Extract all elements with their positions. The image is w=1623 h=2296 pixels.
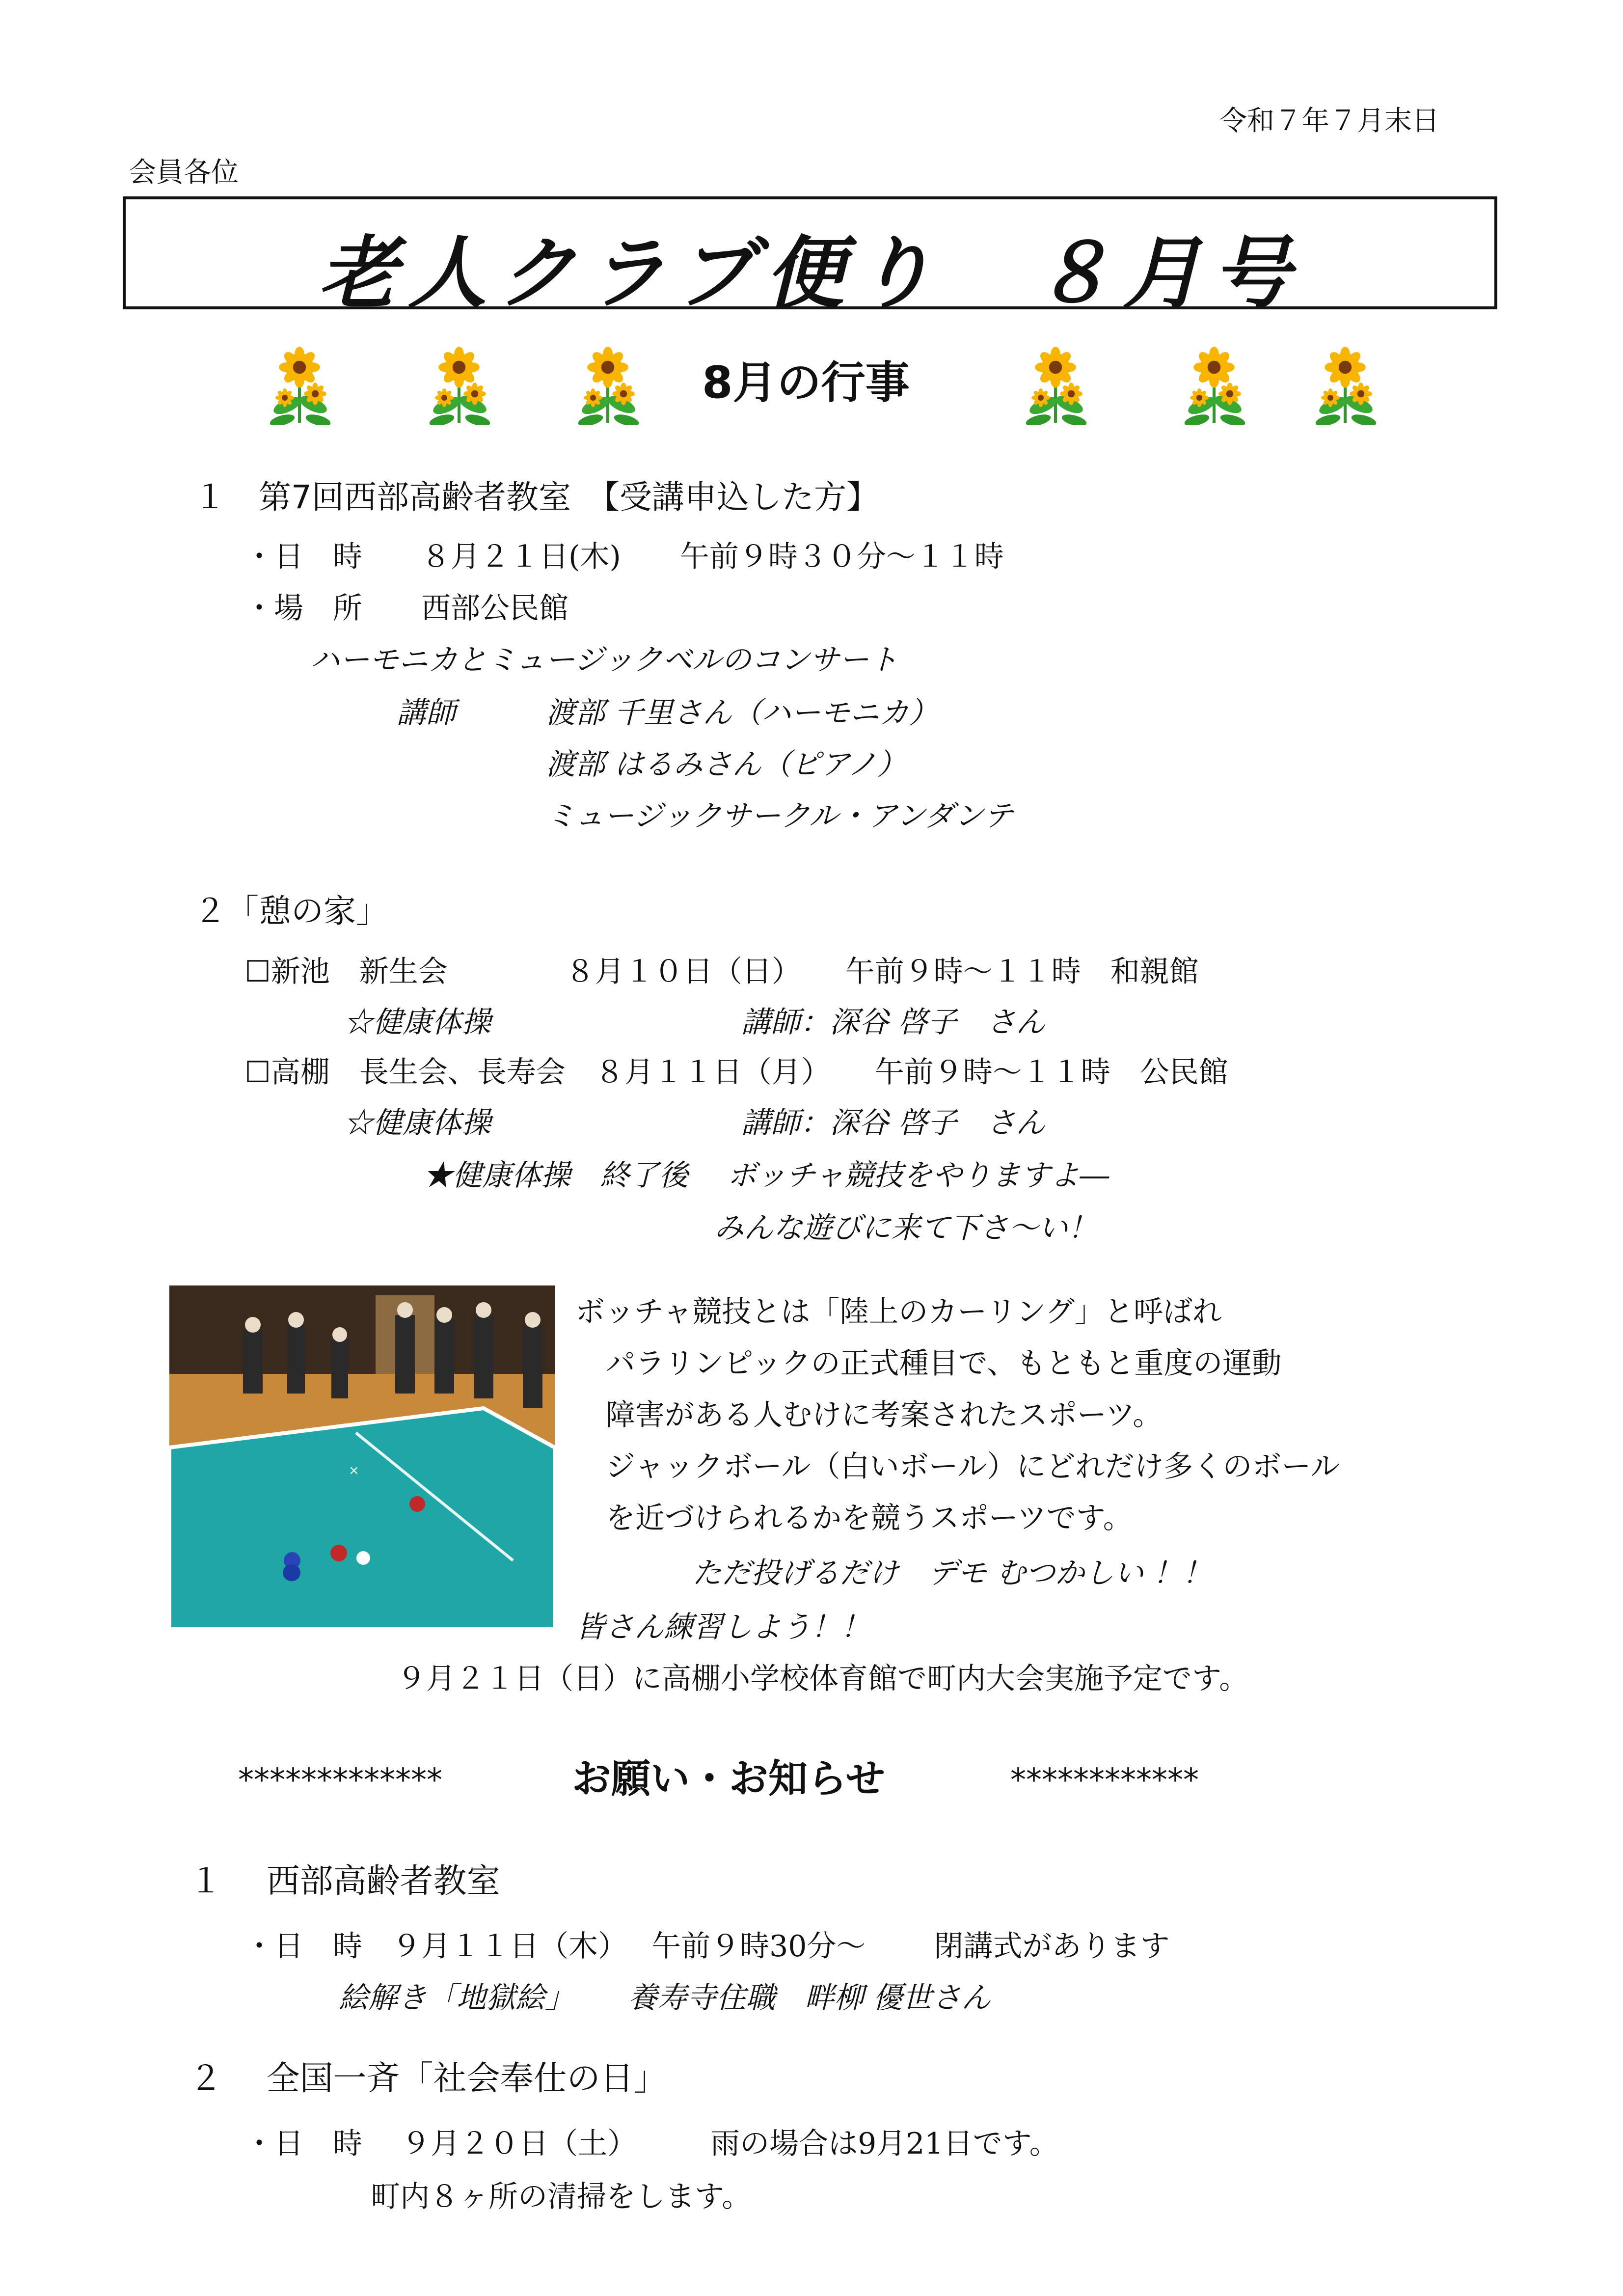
concert-title: ハーモニカとミュージックベルのコンサート — [310, 643, 898, 677]
boccia-line-3: 障害がある人むけに考案されたスポーツ。 — [606, 1398, 1163, 1432]
sunflower-icon — [260, 347, 339, 425]
group1-teacher: 講師：深谷 啓子 さん — [741, 1005, 1046, 1039]
notice-item1-heading: １ 西部高齢者教室 — [189, 1862, 500, 1901]
group2-teacher: 講師：深谷 啓子 さん — [741, 1106, 1046, 1140]
lecturer-3: ミュージックサークル・アンダンテ — [546, 799, 1013, 833]
sunflower-icon — [1175, 347, 1253, 425]
lecturer-1: 渡部 千里さん（ハーモニカ） — [546, 696, 939, 730]
group2-schedule: ☐高棚 長生会、長寿会 ８月１１日（月） 午前９時～１１時 公民館 — [244, 1055, 1228, 1090]
notice-item1-datetime: ・日 時 ９月１１日（木） 午前９時30分～ 閉講式があります — [244, 1929, 1170, 1964]
tournament-note: ９月２１日（日）に高棚小学校体育館で町内大会実施予定です。 — [397, 1662, 1249, 1696]
sunflower-icon — [1016, 347, 1095, 425]
notice-item2-datetime: ・日 時 ９月２０日（土） 雨の場合は9月21日です。 — [244, 2127, 1059, 2161]
svg-text:×: × — [349, 1463, 359, 1478]
boccia-note: ★健康体操 終了後 ボッチャ競技をやりますよ― — [423, 1158, 1109, 1193]
notice-heading: お願い・お知らせ — [572, 1755, 885, 1802]
group1-schedule: ☐新池 新生会 ８月１０日（日） 午前９時～１１時 和親館 — [244, 955, 1199, 989]
page-title: 老人クラブ便り ８月号 — [318, 227, 1301, 319]
boccia-line-5: を近づけられるかを競うスポーツです。 — [606, 1501, 1133, 1535]
sunflower-icon — [420, 347, 498, 425]
notice-item2-heading: ２ 全国一斉「社会奉仕の日」 — [189, 2059, 667, 2098]
section1-heading: １ 第7回西部高齢者教室 【受講申込した方】 — [194, 478, 879, 516]
stars-right: ************ — [1010, 1762, 1199, 1799]
notice-item1-detail: 絵解き「地獄絵」 養寿寺住職 畔柳 優世さん — [339, 1981, 991, 2015]
practice-call: 皆さん練習しよう！！ — [575, 1610, 870, 1644]
boccia-line-1: ボッチャ競技とは「陸上のカーリング」と呼ばれ — [575, 1295, 1222, 1329]
notice-item2-detail: 町内８ヶ所の清掃をします。 — [371, 2180, 752, 2214]
events-heading: 8月の行事 — [702, 357, 910, 409]
lecturer-2: 渡部 はるみさん（ピアノ） — [546, 747, 907, 782]
boccia-line-2: パラリンピックの正式種目で、もともと重度の運動 — [606, 1346, 1282, 1381]
boccia-photo — [169, 1285, 555, 1629]
lecturer-label: 講師 — [397, 696, 456, 730]
title-box — [123, 196, 1497, 319]
invite-note: みんな遊びに来て下さ～い！ — [714, 1211, 1097, 1245]
sunflower-icon — [1306, 347, 1384, 425]
group2-activity: ☆健康体操 — [344, 1106, 491, 1140]
stars-left: ************* — [238, 1762, 442, 1799]
addressee: 会員各位 — [129, 157, 239, 189]
issue-date: 令和７年７月末日 — [1219, 105, 1439, 137]
boccia-emphasis: ただ投げるだけ デモ むつかしい ！！ — [692, 1556, 1212, 1590]
sunflower-icon — [568, 347, 647, 425]
section2-heading: ２「憩の家」 — [194, 892, 388, 930]
section1-datetime: ・日 時 ８月２１日(木) 午前９時３０分～１１時 — [244, 540, 1004, 574]
boccia-line-4: ジャックボール（白いボール）にどれだけ多くのボール — [606, 1449, 1340, 1484]
section1-place: ・場 所 西部公民館 — [244, 591, 568, 626]
group1-activity: ☆健康体操 — [344, 1005, 491, 1039]
